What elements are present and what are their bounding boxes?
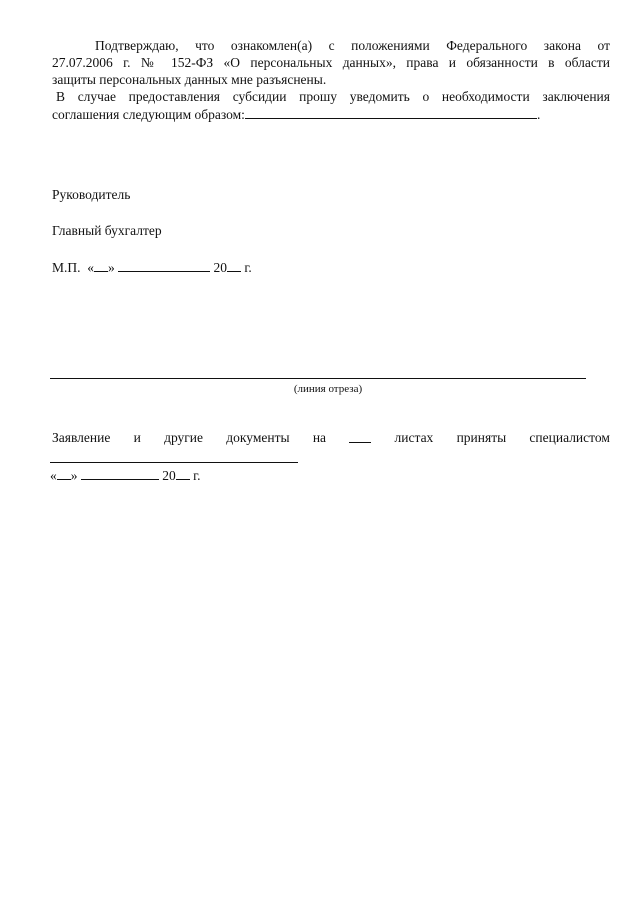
consent-text-3: защиты персональных данных мне разъяснены. bbox=[52, 72, 327, 87]
receipt-word-5: на bbox=[312, 430, 327, 445]
consent-text-1: Подтверждаю, что ознакомлен(а) с положениями Федерального закона от bbox=[95, 38, 610, 53]
receipt-day-field[interactable] bbox=[57, 467, 71, 480]
cut-line-label: (линия отреза) bbox=[293, 383, 363, 395]
subsidy-line-1 bbox=[56, 89, 610, 105]
receipt-word-7: приняты bbox=[456, 430, 507, 445]
subsidy-period: . bbox=[536, 107, 541, 122]
receipt-quote-open: « bbox=[50, 468, 57, 483]
specialist-name-field[interactable] bbox=[50, 462, 298, 463]
day-field[interactable] bbox=[94, 259, 108, 272]
notification-method-field[interactable] bbox=[245, 106, 537, 119]
quote-open: « bbox=[87, 260, 95, 275]
month-field[interactable] bbox=[118, 259, 210, 272]
year-field[interactable] bbox=[227, 259, 241, 272]
consent-line-3 bbox=[52, 72, 588, 88]
receipt-date-line bbox=[50, 467, 588, 484]
receipt-word-8: специалистом bbox=[529, 430, 610, 445]
receipt-month-field[interactable] bbox=[81, 467, 159, 480]
receipt-word-2: и bbox=[133, 430, 141, 445]
receipt-year-prefix: 20 bbox=[162, 468, 176, 483]
receipt-word-6: листах bbox=[394, 430, 434, 445]
stamp-label: М.П. bbox=[52, 260, 81, 275]
accountant-label-text: Главный бухгалтер bbox=[52, 223, 162, 238]
receipt-year-suffix: г. bbox=[193, 468, 201, 483]
consent-text-2: 27.07.2006 г. № 152-ФЗ «О персональных данных», права и обязанности в области bbox=[52, 55, 610, 70]
stamp-date-line bbox=[52, 259, 588, 276]
consent-line-2 bbox=[52, 55, 610, 71]
accountant-signature-label bbox=[52, 223, 588, 239]
receipt-year-field[interactable] bbox=[176, 467, 190, 480]
year-prefix: 20 bbox=[213, 260, 228, 275]
cut-line bbox=[50, 378, 586, 379]
receipt-line-1 bbox=[52, 430, 610, 446]
year-suffix: г. bbox=[244, 260, 252, 275]
consent-line-1 bbox=[95, 38, 610, 54]
subsidy-line-2 bbox=[52, 106, 588, 123]
quote-close: » bbox=[108, 260, 115, 275]
receipt-quote-close: » bbox=[70, 468, 78, 483]
head-label-text: Руководитель bbox=[52, 187, 131, 202]
receipt-word-1: Заявление bbox=[52, 430, 111, 445]
head-signature-label bbox=[52, 187, 588, 203]
subsidy-text-2: соглашения следующим образом: bbox=[52, 107, 245, 122]
receipt-word-4: документы bbox=[226, 430, 290, 445]
receipt-word-3: другие bbox=[164, 430, 204, 445]
subsidy-text-1: В случае предоставления субсидии прошу уведомить о необходимости заключения bbox=[56, 89, 610, 104]
sheet-count-field[interactable] bbox=[349, 430, 371, 443]
